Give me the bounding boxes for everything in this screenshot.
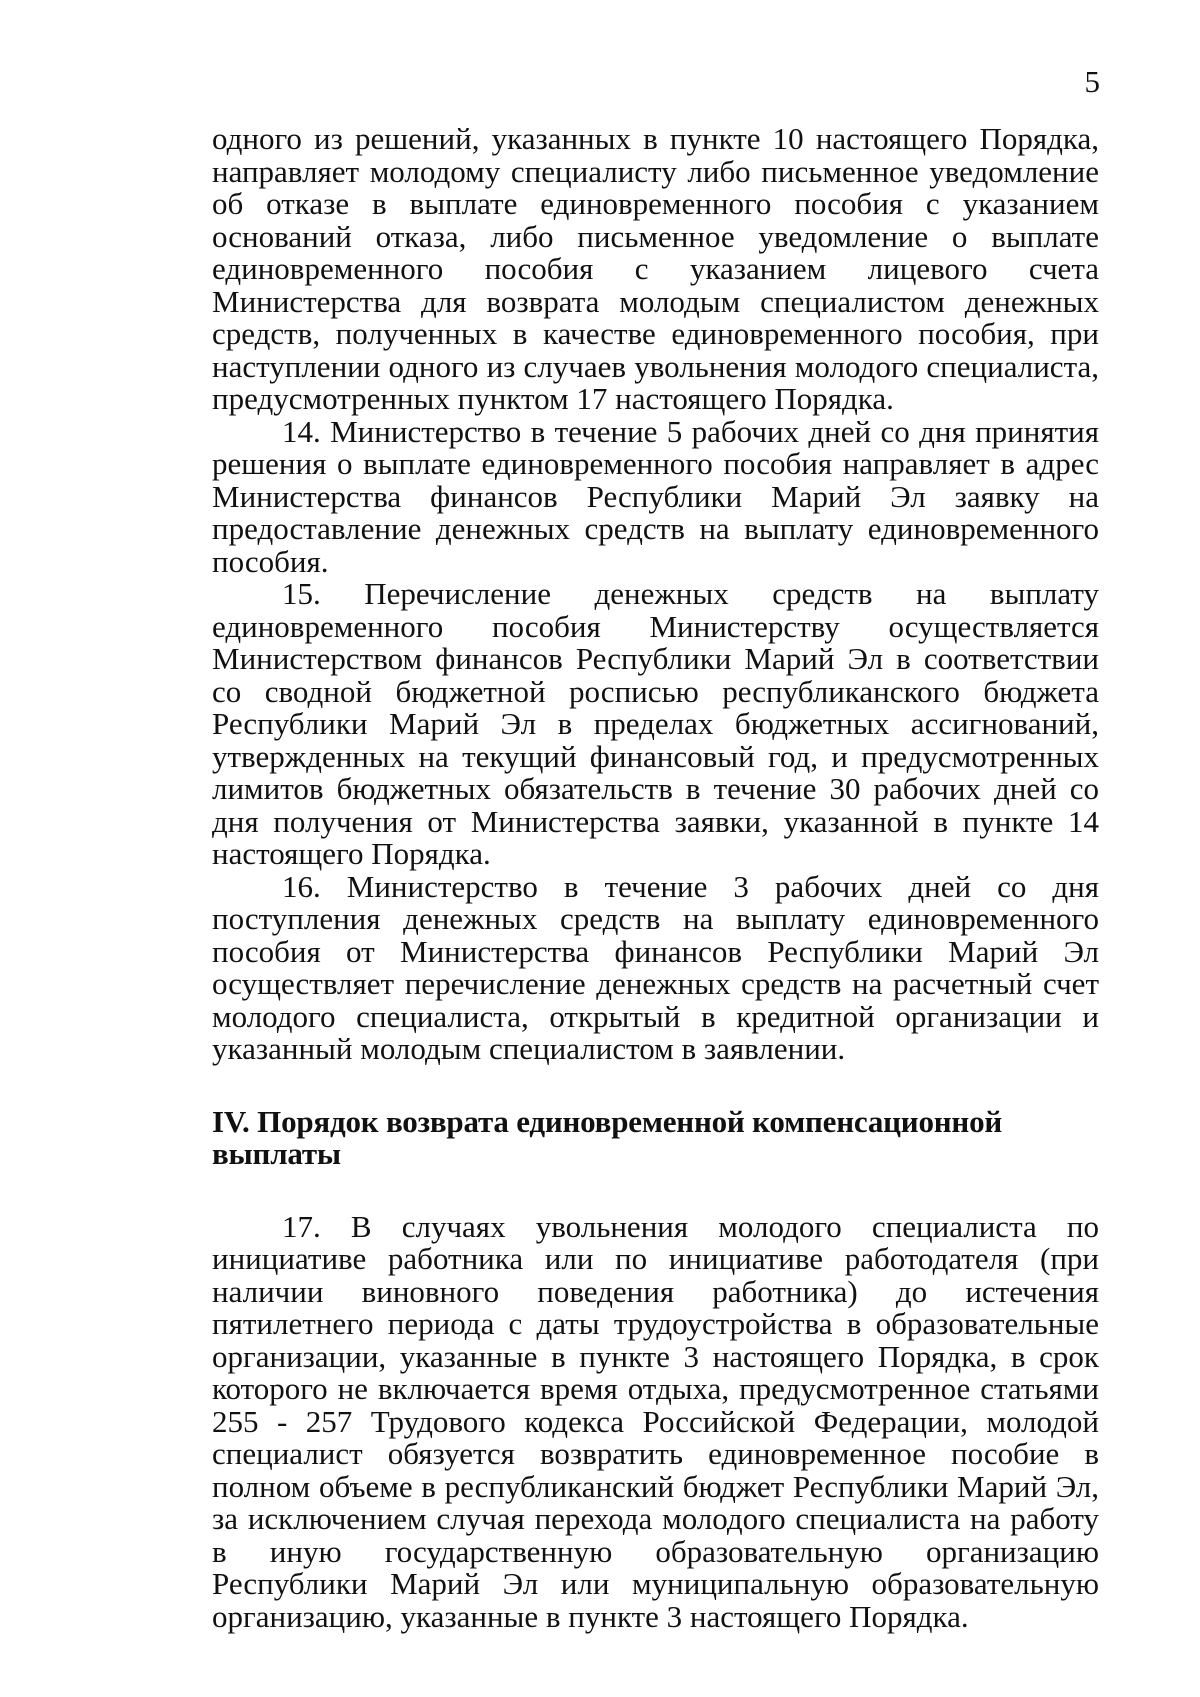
page-number: 5 [1084, 64, 1100, 99]
paragraph-17: 17. В случаях увольнения молодого специалиста по инициативе работника или по инициативе работодателя (при наличии виновного поведения работника) до истечения пятилетнего периода с даты трудоустройства в образовательные организации, указанные в пункте 3 настоящего Порядка, в срок которого не включается время отдыха, предусмотренное статьями 255 - 257 Трудового кодекса Российской Федерации, молодой специалист обязуется возвратить единовременное пособие в полном объеме в республиканский бюджет Республики Марий Эл, за исключением случая перехода молодого специалиста на работу в иную государственную образовательную организацию Республики Марий Эл или муниципальную образовательную организацию, указанные в пункте 3 настоящего Порядка. [212, 1208, 1099, 1634]
paragraph-14: 14. Министерство в течение 5 рабочих дней со дня принятия решения о выплате единовременного пособия направляет в адрес Министерства финансов Республики Марий Эл заявку на предоставление денежных средств на выплату единовременного пособия. [212, 413, 1099, 579]
paragraph-continuation: одного из решений, указанных в пункте 10 настоящего Порядка, направляет молодому специалисту либо письменное уведомление об отказе в выплате единовременного пособия с указанием оснований отказа, либо письменное уведомление о выплате единовременного пособия с указанием лицевого счета Министерства для возврата молодым специалистом денежных средств, полученных в качестве единовременного пособия, при наступлении одного из случаев увольнения молодого специалиста, предусмотренных пунктом 17 настоящего Порядка. [212, 121, 1099, 416]
paragraph-16: 16. Министерство в течение 3 рабочих дней со дня поступления денежных средств на выплату единовременного пособия от Министерства финансов Республики Марий Эл осуществляет перечисление денежных средств на расчетный счет молодого специалиста, открытый в кредитной организации и указанный молодым специалистом в заявлении. [212, 868, 1099, 1066]
section-heading: IV. Порядок возврата единовременной компенсационной выплаты [212, 1103, 1003, 1171]
document-body [212, 123, 1099, 1633]
paragraph-15: 15. Перечисление денежных средств на выплату единовременного пособия Министерству осуществляется Министерством финансов Республики Марий Эл в соответствии со сводной бюджетной росписью республиканского бюджета Республики Марий Эл в пределах бюджетных ассигнований, утвержденных на текущий финансовый год, и предусмотренных лимитов бюджетных обязательств в течение 30 рабочих дней со дня получения от Министерства заявки, указанной в пункте 14 настоящего Порядка. [212, 576, 1099, 871]
